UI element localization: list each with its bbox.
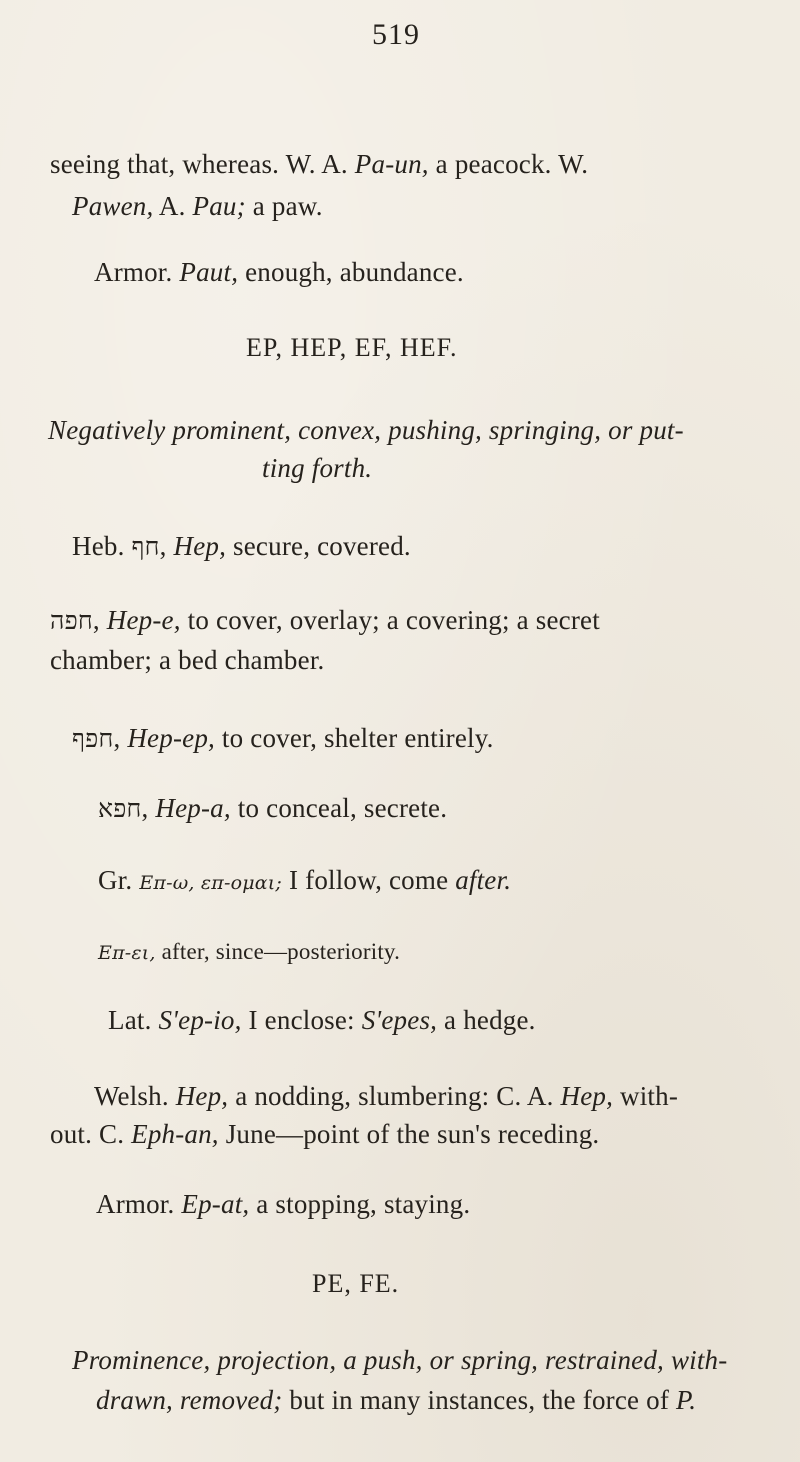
text-run: , — [113, 723, 128, 753]
section-heading-ep-hep: EP, HEP, EF, HEF. — [246, 333, 458, 362]
text-line-8: chamber; a bed chamber. — [50, 645, 325, 675]
text-run: a peacock. W. — [428, 149, 589, 179]
text-run: with- — [613, 1081, 679, 1111]
hebrew-word: חפא — [98, 794, 142, 823]
text-run: to cover, shelter entirely. — [214, 723, 494, 753]
hebrew-word: חף — [131, 532, 160, 561]
text-line-6 — [72, 530, 411, 563]
text-run: Pawen, — [72, 191, 154, 221]
text-run: to conceal, secrete. — [230, 793, 448, 823]
text-run: drawn, removed; — [96, 1385, 283, 1415]
text-run: Paut, — [179, 257, 239, 287]
text-line-18 — [96, 1384, 696, 1416]
text-run: after. — [455, 865, 512, 895]
greek-word: Επ-ει, — [98, 942, 156, 964]
text-line-12 — [98, 934, 400, 969]
text-line-5: ting forth. — [262, 453, 373, 483]
text-run: A. — [153, 191, 193, 221]
text-line-2 — [72, 190, 323, 222]
text-run: a stopping, staying. — [249, 1189, 471, 1219]
text-run: Hep, — [173, 531, 227, 561]
text-run: Armor. — [96, 1189, 182, 1219]
text-run: Pau; — [192, 191, 246, 221]
text-run: Heb. — [72, 531, 132, 561]
text-run: seeing that, whereas. — [50, 149, 286, 179]
text-run: secure, covered. — [226, 531, 411, 561]
text-run: Gr. — [98, 865, 140, 895]
greek-word: Επ-ω, επ-ομαι; — [139, 872, 283, 894]
text-line-11 — [98, 864, 511, 899]
text-line-16 — [96, 1188, 470, 1220]
text-run: Eph-an, — [131, 1119, 219, 1149]
text-run: Pa-un, — [354, 149, 429, 179]
text-run: Armor. — [94, 257, 180, 287]
text-run: Lat. — [108, 1005, 159, 1035]
text-run: I enclose: — [241, 1005, 362, 1035]
text-line-1 — [50, 148, 588, 180]
text-run: Ep-at, — [181, 1189, 250, 1219]
hebrew-word: חפה — [50, 606, 93, 635]
text-line-14 — [94, 1080, 678, 1112]
text-run: Hep-e, — [106, 605, 181, 635]
text-run: enough, abundance. — [238, 257, 464, 287]
text-line-10 — [98, 792, 447, 825]
text-run: Hep-a, — [155, 793, 231, 823]
text-run: Hep-ep, — [127, 723, 215, 753]
text-run: Hep, — [560, 1081, 614, 1111]
text-run: Hep, — [175, 1081, 229, 1111]
text-line-4: Negatively prominent, convex, pushing, springing, or put- — [48, 415, 684, 445]
text-run: P. — [676, 1385, 697, 1415]
text-line-15 — [50, 1118, 599, 1150]
hebrew-word: חפף — [72, 724, 114, 753]
text-run: a paw. — [245, 191, 323, 221]
text-run: a nodding, slumbering: C. A. — [228, 1081, 561, 1111]
page-number: 519 — [372, 18, 420, 51]
text-run: , — [159, 531, 174, 561]
text-run: a hedge. — [437, 1005, 536, 1035]
text-line-7 — [50, 604, 600, 637]
text-run: after, since—posteriority. — [155, 939, 401, 964]
text-run: S'ep-io, — [158, 1005, 242, 1035]
text-line-13 — [108, 1004, 536, 1036]
text-run: W. A. — [285, 149, 355, 179]
text-run: , — [141, 793, 156, 823]
text-run: to cover, overlay; a covering; a secret — [180, 605, 600, 635]
text-line-9 — [72, 722, 494, 755]
text-line-17: Prominence, projection, a push, or spring, restrained, with- — [72, 1345, 728, 1375]
text-run: S'epes, — [361, 1005, 438, 1035]
text-run: out. C. — [50, 1119, 132, 1149]
text-line-3 — [94, 256, 464, 288]
section-heading-pe-fe: PE, FE. — [312, 1269, 400, 1298]
text-run: but in many instances, the force of — [282, 1385, 677, 1415]
text-run: I follow, come — [282, 865, 456, 895]
text-run: June—point of the sun's receding. — [218, 1119, 600, 1149]
text-run: Welsh. — [94, 1081, 176, 1111]
text-run: , — [92, 605, 107, 635]
